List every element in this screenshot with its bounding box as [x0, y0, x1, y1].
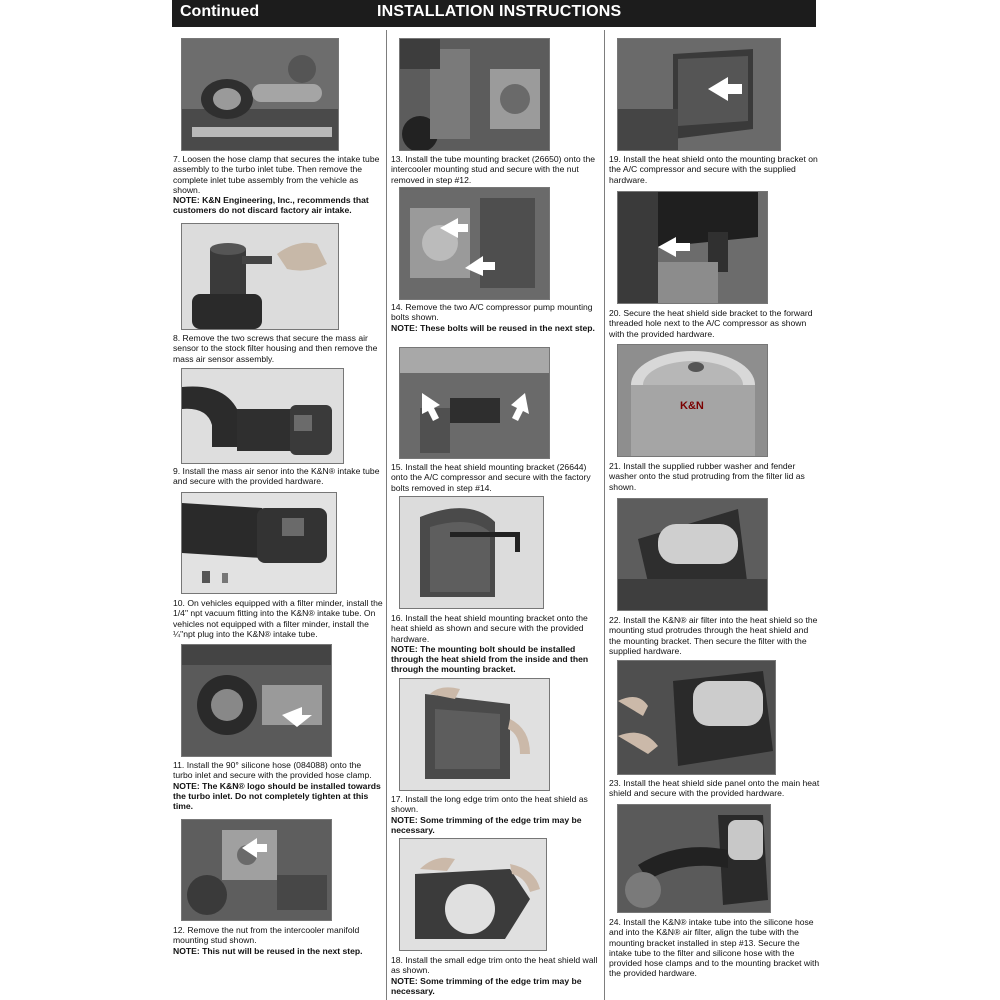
- step-23-photo: [617, 660, 776, 775]
- column-divider-1: [386, 30, 387, 1000]
- step-11-note: NOTE: The K&N® logo should be installed towards the turbo inlet. Do not completely tighten at this time.: [173, 780, 381, 812]
- step-20-photo: [617, 191, 768, 304]
- page-title: INSTALLATION INSTRUCTIONS: [377, 3, 622, 20]
- step-16-text: 16. Install the heat shield mounting bracket onto the heat shield as shown and secure with the provided hardware.: [391, 613, 588, 644]
- step-7-text: 7. Loosen the hose clamp that secures the intake tube assembly to the turbo inlet tube. Then remove the complete inlet tube assembly from the vehicle as shown.: [173, 154, 380, 195]
- step-18-note: NOTE: Some trimming of the edge trim may be necessary.: [391, 975, 582, 996]
- step-14-note: NOTE: These bolts will be reused in the next step.: [391, 322, 595, 333]
- step-19-photo: [617, 38, 781, 151]
- step-23-text: 23. Install the heat shield side panel onto the main heat shield and secure with the provided hardware.: [609, 778, 820, 799]
- step-17-caption: [391, 794, 601, 835]
- header-bar: [172, 0, 816, 27]
- step-22-caption: [609, 615, 821, 656]
- column-divider-2: [604, 30, 605, 1000]
- step-7-caption: [173, 154, 383, 216]
- step-17-note: NOTE: Some trimming of the edge trim may be necessary.: [391, 814, 582, 835]
- step-7-photo: [181, 38, 339, 151]
- step-9-caption: [173, 466, 383, 487]
- step-21-caption: [609, 461, 821, 492]
- step-10-photo: [181, 492, 337, 594]
- step-11-caption: [173, 760, 383, 811]
- step-12-caption: [173, 925, 385, 956]
- step-20-caption: [609, 308, 821, 339]
- step-12-photo: [181, 819, 332, 921]
- step-24-text: 24. Install the K&N® intake tube into the silicone hose and into the K&N® air filter, align the tube with the mounting bracket installed in step #13. Secure the intake tube to the filter and silicone hose with the provided hose clamps and to the mounting bracket with the provided hardware.: [609, 917, 820, 979]
- step-14-caption: [391, 302, 601, 333]
- step-11-text: 11. Install the 90° silicone hose (084088) onto the turbo inlet and secure with the provided hose clamp.: [173, 760, 372, 781]
- step-11-photo: [181, 644, 332, 757]
- step-13-text: 13. Install the tube mounting bracket (26650) onto the intercooler mounting stud and secure with the nut removed in step #12.: [391, 154, 595, 185]
- step-8-photo: [181, 223, 339, 330]
- step-19-text: 19. Install the heat shield onto the mounting bracket on the A/C compressor and secure with the supplied hardware.: [609, 154, 818, 185]
- step-16-note: NOTE: The mounting bolt should be installed through the heat shield from the inside and then through the mounting bracket.: [391, 643, 589, 675]
- step-15-text: 15. Install the heat shield mounting bracket (26644) onto the A/C compressor and secure with the factory bolts removed in step #14.: [391, 462, 591, 493]
- continued-label: Continued: [180, 3, 260, 20]
- step-23-caption: [609, 778, 821, 799]
- step-19-caption: [609, 154, 821, 185]
- step-12-note: NOTE: This nut will be reused in the next step.: [173, 945, 363, 956]
- step-10-caption: [173, 598, 385, 639]
- step-18-photo: [399, 838, 547, 951]
- step-21-photo: [617, 344, 768, 457]
- step-22-photo: [617, 498, 768, 611]
- step-14-text: 14. Remove the two A/C compressor pump mounting bolts shown.: [391, 302, 593, 323]
- step-9-photo: [181, 368, 344, 464]
- step-17-text: 17. Install the long edge trim onto the heat shield as shown.: [391, 794, 588, 815]
- step-9-text: 9. Install the mass air senor into the K&N® intake tube and secure with the provided hardware.: [173, 466, 380, 487]
- filter-lid-logo: K&N: [680, 400, 704, 412]
- step-8-caption: [173, 333, 383, 364]
- step-18-text: 18. Install the small edge trim onto the heat shield wall as shown.: [391, 955, 598, 976]
- step-13-caption: [391, 154, 601, 185]
- step-20-text: 20. Secure the heat shield side bracket to the forward threaded hole next to the A/C compressor as shown with the provided hardware.: [609, 308, 813, 339]
- step-24-photo: [617, 804, 771, 913]
- step-17-photo: [399, 678, 550, 791]
- step-8-text: 8. Remove the two screws that secure the mass air sensor to the stock filter housing and then remove the mass air sensor assembly.: [173, 333, 378, 364]
- step-22-text: 22. Install the K&N® air filter into the heat shield so the mounting stud protrudes through the heat shield and the mounting bracket. Then secure the filter with the supplied hardware.: [609, 615, 818, 656]
- step-15-caption: [391, 462, 601, 493]
- step-12-text: 12. Remove the nut from the intercooler manifold mounting stud shown.: [173, 925, 360, 946]
- step-14-photo: [399, 187, 550, 300]
- step-16-photo: [399, 496, 544, 609]
- step-10-text: 10. On vehicles equipped with a filter minder, install the 1/4" npt vacuum fitting into the K&N® intake tube. On vehicles not equipped with a filter minder, install the ¼"npt plug into the K&N® intake tube.: [173, 598, 383, 639]
- step-7-note: NOTE: K&N Engineering, Inc., recommends that customers do not discard factory air intake.: [173, 195, 369, 216]
- step-24-caption: [609, 917, 821, 979]
- step-21-text: 21. Install the supplied rubber washer and fender washer onto the stud protruding from the filter lid as shown.: [609, 461, 805, 492]
- step-18-caption: [391, 955, 601, 996]
- step-16-caption: [391, 613, 603, 675]
- step-13-photo: [399, 38, 550, 151]
- step-15-photo: [399, 347, 550, 459]
